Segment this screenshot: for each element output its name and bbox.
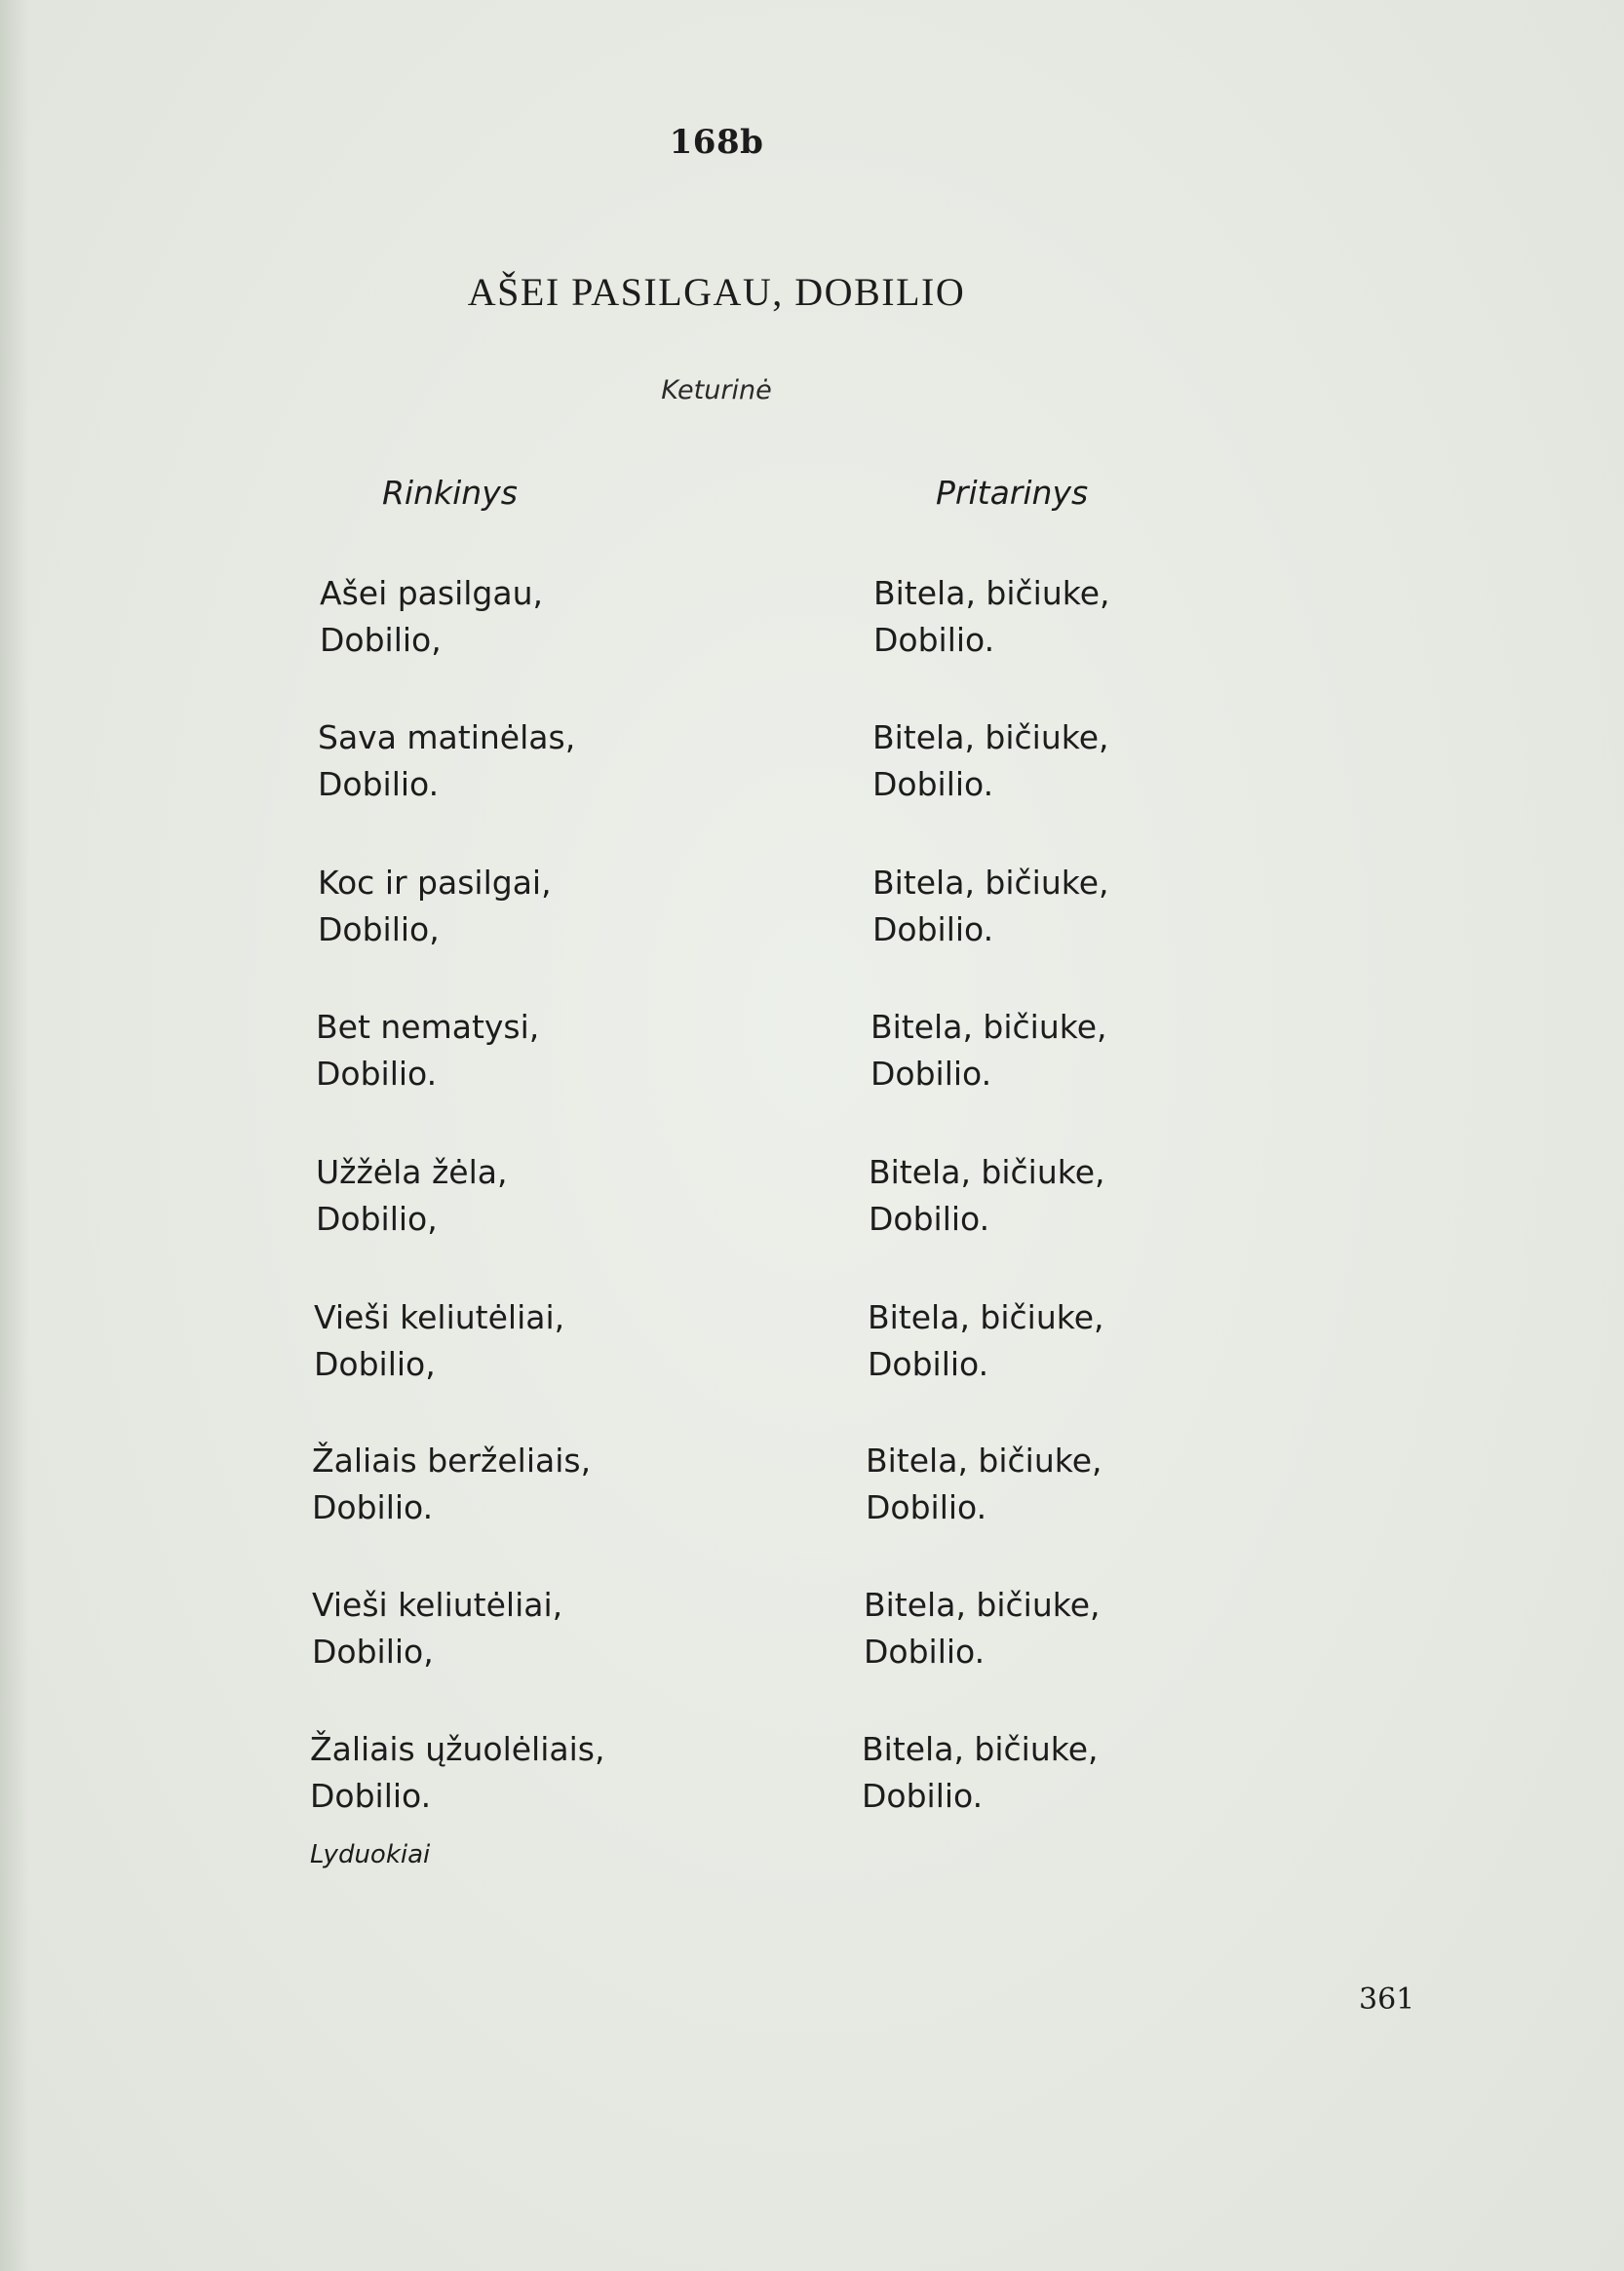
refrain-line: Bitela, bičiuke, [866,1442,1102,1480]
lead-line: Užžėla žėla, [316,1153,508,1191]
stanza-lead-lines [312,1582,562,1675]
column-header-pritarinys: Pritarinys [936,474,1089,512]
lead-line: Bet nematysi, [316,1008,540,1046]
stanza [0,1438,1624,1545]
stanza-refrain-lines [872,860,1109,953]
refrain-line: Bitela, bičiuke, [872,718,1109,756]
stanza-lead-lines [318,714,575,808]
lead-line: Dobilio. [310,1777,432,1815]
stanza-lead-lines [312,1438,591,1531]
stanza-refrain-lines [868,1294,1104,1388]
refrain-line: Bitela, bičiuke, [869,1153,1105,1191]
column-header-rinkinys: Rinkinys [382,474,518,512]
stanza-refrain-lines [866,1438,1102,1531]
refrain-line: Bitela, bičiuke, [864,1586,1101,1624]
page-edge-shadow [0,0,29,2271]
lead-line: Dobilio, [314,1345,436,1383]
stanza-refrain-lines [872,714,1109,808]
refrain-line: Bitela, bičiuke, [872,864,1109,902]
stanza [0,1582,1624,1689]
refrain-line: Dobilio. [864,1633,986,1671]
stanza-lead-lines [318,860,552,953]
stanza-refrain-lines [864,1582,1101,1675]
lead-line: Dobilio. [312,1488,434,1526]
refrain-line: Dobilio. [873,621,995,659]
refrain-line: Dobilio. [868,1345,989,1383]
lead-line: Dobilio. [316,1055,438,1093]
refrain-line: Dobilio. [872,910,994,948]
refrain-line: Dobilio. [866,1488,987,1526]
page-number: 361 [1359,1982,1415,2017]
lead-line: Žaliais ųžuolėliais, [310,1730,605,1768]
stanza-refrain-lines [873,570,1110,664]
stanza [0,1726,1624,1833]
refrain-line: Dobilio. [862,1777,984,1815]
refrain-line: Bitela, bičiuke, [862,1730,1099,1768]
stanza-lead-lines [316,1004,539,1097]
stanza-refrain-lines [870,1004,1107,1097]
stanza [0,570,1624,677]
lead-line: Dobilio, [312,1633,434,1671]
lead-line: Dobilio, [320,621,442,659]
lead-line: Ašei pasilgau, [320,574,544,612]
stanza [0,1149,1624,1256]
stanza-lead-lines [320,570,543,664]
song-subtitle: Keturinė [661,375,772,405]
refrain-line: Dobilio. [869,1200,990,1238]
lead-line: Vieši keliutėliai, [314,1298,565,1336]
lead-line: Koc ir pasilgai, [318,864,552,902]
lead-line: Dobilio. [318,765,440,803]
stanza-lead-lines [310,1726,604,1820]
refrain-line: Dobilio. [870,1055,992,1093]
lead-line: Dobilio, [316,1200,438,1238]
refrain-line: Bitela, bičiuke, [870,1008,1107,1046]
refrain-line: Dobilio. [872,765,994,803]
stanza [0,1004,1624,1111]
lead-line: Žaliais berželiais, [312,1442,592,1480]
stanza-refrain-lines [869,1149,1105,1243]
stanza [0,1294,1624,1402]
stanza-refrain-lines [862,1726,1099,1820]
stanza-lead-lines [314,1294,564,1388]
refrain-line: Bitela, bičiuke, [873,574,1110,612]
lead-line: Dobilio, [318,910,440,948]
song-title: AŠEI PASILGAU, DOBILIO [467,270,966,314]
source-village-note: Lyduokiai [310,1840,431,1869]
stanza [0,860,1624,967]
refrain-line: Bitela, bičiuke, [868,1298,1104,1336]
lead-line: Sava matinėlas, [318,718,576,756]
song-number: 168b [669,123,764,162]
stanza [0,714,1624,822]
stanza-lead-lines [316,1149,508,1243]
lead-line: Vieši keliutėliai, [312,1586,563,1624]
